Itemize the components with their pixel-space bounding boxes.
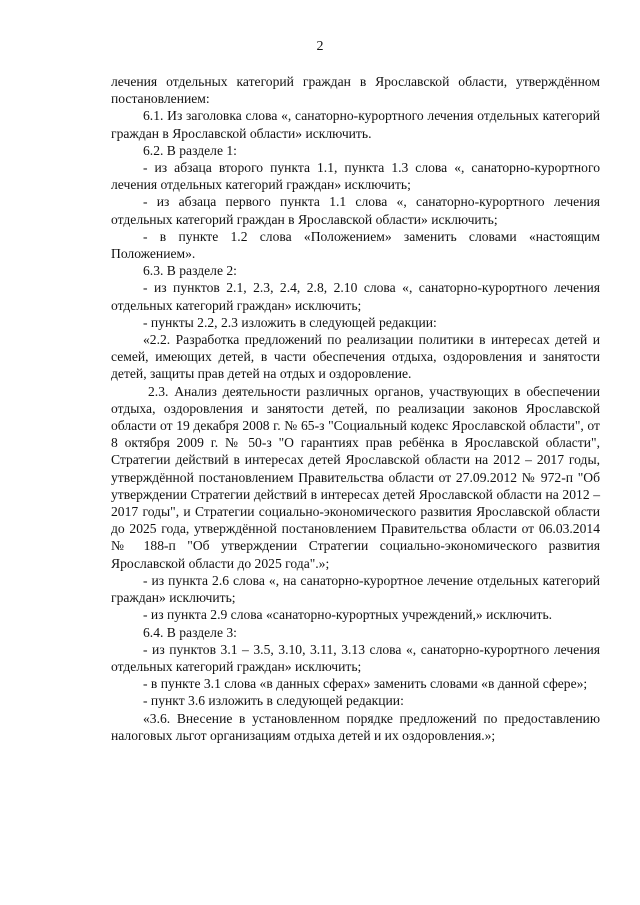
paragraph: 6.3. В разделе 2: xyxy=(143,263,237,279)
paragraph: - пункт 3.6 изложить в следующей редакции: xyxy=(143,693,404,709)
paragraph: 6.2. В разделе 1: xyxy=(143,142,237,158)
paragraph: 2.3. Анализ деятельности различных органов, участвующих в обеспечении отдыха, оздоровления и занятости детей, по реализации законов Ярославской области от 19 декабря 2008 г. № 65-з "Социальный кодекс Ярославской области", от 8 октября 2009 г. № 50-з "О гарантиях прав ребёнка в Ярославской области", Стратегии действий в интересах детей Ярославской области на 2012 – 2017 годы, утверждённой постановлением Правительства области от 27.09.2012 № 972-п "Об утверждении Стратегии действий в интересах детей Ярославской области на 2012 – 2017 годы", и Стратегии социально-экономического развития Ярославской области до 2025 года, утверждённой постановлением Правительства области от 06.03.2014 № 188-п "Об утверждении Стратегии социально-экономического развития Ярославской области до 2025 года".»; xyxy=(111,383,600,571)
paragraph: - в пункте 1.2 слова «Положением» заменить словами «настоящим Положением». xyxy=(111,228,600,262)
paragraph: «3.6. Внесение в установленном порядке предложений по предоставлению налоговых льгот организациям отдыха детей и их оздоровления.»; xyxy=(111,710,600,743)
paragraph: - из абзаца первого пункта 1.1 слова «, санаторно-курортного лечения отдельных категорий граждан в Ярославской области» исключить; xyxy=(111,194,600,227)
paragraph: - из пункта 2.9 слова «санаторно-курортных учреждений,» исключить. xyxy=(143,607,553,623)
paragraph: - из пунктов 2.1, 2.3, 2.4, 2.8, 2.10 слова «, санаторно-курортного лечения отдельных категорий граждан» исключить; xyxy=(111,280,600,313)
paragraph: «2.2. Разработка предложений по реализации политики в интересах детей и семей, имеющих детей, в части обеспечения отдыха, оздоровления и занятости детей, защиты прав детей на отдых и оздоровление. xyxy=(111,332,600,382)
paragraph: - в пункте 3.1 слова «в данных сферах» заменить словами «в данной сфере»; xyxy=(143,676,588,692)
paragraph: - из пунктов 3.1 – 3.5, 3.10, 3.11, 3.13 слова «, санаторно-курортного лечения отдельных категорий граждан» исключить; xyxy=(111,641,600,674)
document-body xyxy=(111,73,600,744)
paragraph: - из пункта 2.6 слова «, на санаторно-курортное лечение отдельных категорий граждан» исключить; xyxy=(111,572,600,606)
paragraph: 6.1. Из заголовка слова «, санаторно-курортного лечения отдельных категорий граждан в Ярославской области» исключить. xyxy=(111,108,600,141)
paragraph: 6.4. В разделе 3: xyxy=(143,624,237,640)
page-number: 2 xyxy=(316,39,324,54)
paragraph: - пункты 2.2, 2.3 изложить в следующей редакции: xyxy=(143,314,437,330)
paragraph: лечения отдельных категорий граждан в Ярославской области, утверждённом постановлением: xyxy=(111,74,600,107)
paragraph: - из абзаца второго пункта 1.1, пункта 1.3 слова «, санаторно-курортного лечения отдельных категорий граждан» исключить; xyxy=(111,160,600,193)
